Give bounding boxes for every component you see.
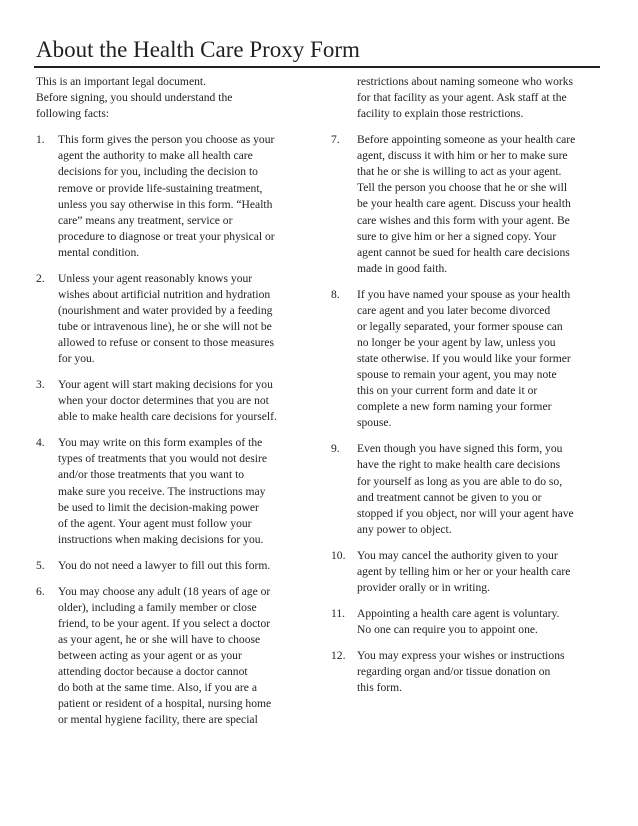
- item-line: do both at the same time. Also, if you are a: [58, 681, 257, 695]
- item-line: restrictions about naming someone who works: [357, 75, 574, 88]
- item-line: for yourself as long as you are able to do so,: [357, 474, 563, 488]
- item-number: 12.: [331, 648, 346, 662]
- item-line: complete a new form naming your former: [357, 400, 552, 414]
- item-line: No one can require you to appoint one.: [357, 622, 538, 636]
- item-line: agent, discuss it with him or her to make sure: [357, 149, 568, 163]
- item-line: sure to give him or her a signed copy. Your: [357, 229, 557, 243]
- item-line: make sure you receive. The instructions may: [58, 484, 266, 498]
- item-line: agent cannot be sued for health care decisions: [357, 245, 570, 259]
- item-line: mental condition.: [58, 245, 140, 259]
- item-line: Unless your agent reasonably knows your: [58, 271, 253, 285]
- list-item-4: [36, 435, 310, 548]
- item-line: If you have named your spouse as your health: [357, 287, 571, 301]
- item-line: friend, to be your agent. If you select a doctor: [58, 616, 271, 630]
- item-line: unless you say otherwise in this form. “Health: [58, 197, 273, 211]
- item-number: 2.: [36, 271, 45, 285]
- page-title: About the Health Care Proxy Form: [36, 37, 360, 62]
- list-item-12: [331, 648, 601, 696]
- item-line: or mental hygiene facility, there are special: [58, 713, 258, 727]
- item-line: state otherwise. If you would like your former: [357, 352, 571, 366]
- item-line: remove or provide life-sustaining treatment,: [58, 181, 263, 195]
- item-number: 7.: [331, 133, 340, 147]
- item-line: wishes about artificial nutrition and hydration: [58, 287, 271, 301]
- item-line: able to make health care decisions for yourself.: [58, 410, 277, 424]
- item-line: Your agent will start making decisions for you: [58, 378, 273, 392]
- item-line: You may express your wishes or instructions: [357, 648, 565, 662]
- intro-line: This is an important legal document.: [36, 75, 207, 88]
- item-line: when your doctor determines that you are not: [58, 394, 269, 408]
- item-line: as your agent, he or she will have to choose: [58, 632, 261, 646]
- item-line: patient or resident of a hospital, nursing home: [58, 697, 272, 711]
- item-line: that he or she is willing to act as your agent.: [357, 165, 562, 179]
- item-line: types of treatments that you would not desire: [58, 452, 267, 466]
- list-item-2: [36, 271, 310, 368]
- item-line: be your health care agent. Discuss your health: [357, 197, 571, 211]
- intro-line: Before signing, you should understand the: [36, 91, 233, 105]
- item-line: and/or those treatments that you want to: [58, 468, 245, 482]
- list-item-6: [36, 584, 310, 729]
- item-line: Appointing a health care agent is voluntary.: [357, 606, 560, 620]
- list-item-9: [331, 441, 601, 538]
- item-line: no longer be your agent by law, unless you: [357, 336, 556, 349]
- item-line: or legally separated, your former spouse can: [357, 319, 563, 333]
- item-number: 11.: [331, 606, 346, 620]
- item-line: You may choose any adult (18 years of age or: [58, 584, 271, 598]
- item-line: this form.: [357, 680, 403, 694]
- intro-line: following facts:: [36, 107, 110, 121]
- list-item-6-continued: [331, 74, 601, 122]
- item-number: 5.: [36, 558, 45, 572]
- item-line: care wishes and this form with your agent. Be: [357, 213, 570, 227]
- item-line: for you.: [58, 352, 95, 366]
- item-line: and treatment cannot be given to you or: [357, 490, 542, 504]
- item-line: Even though you have signed this form, you: [357, 442, 563, 456]
- item-line: procedure to diagnose or treat your physical or: [58, 229, 275, 243]
- item-line: decisions for you, including the decision to: [58, 165, 258, 179]
- item-line: between acting as your agent or as your: [58, 648, 242, 662]
- item-line: for that facility as your agent. Ask staff at the: [357, 91, 567, 105]
- item-line: Tell the person you choose that he or she will: [357, 181, 568, 195]
- item-line: This form gives the person you choose as your: [58, 133, 275, 147]
- item-line: of the agent. Your agent must follow your: [58, 516, 252, 530]
- item-number: 1.: [36, 133, 45, 147]
- left-column: [36, 74, 310, 738]
- right-column: [331, 74, 601, 706]
- item-line: be used to limit the decision-making power: [58, 500, 259, 514]
- item-line: You may cancel the authority given to your: [357, 548, 558, 562]
- item-line: Before appointing someone as your health care: [357, 133, 576, 147]
- item-number: 8.: [331, 287, 340, 301]
- item-number: 10.: [331, 548, 346, 562]
- item-line: (nourishment and water provided by a feeding: [58, 304, 273, 318]
- list-item-1: [36, 132, 310, 261]
- list-item-7: [331, 132, 601, 277]
- item-line: any power to object.: [357, 522, 452, 536]
- list-item-10: [331, 548, 601, 596]
- item-line: stopped if you object, nor will your agent have: [357, 506, 574, 520]
- item-line: agent the authority to make all health care: [58, 149, 253, 163]
- item-line: attending doctor because a doctor cannot: [58, 665, 248, 679]
- item-line: made in good faith.: [357, 261, 448, 275]
- item-line: agent by telling him or her or your health care: [357, 564, 571, 578]
- item-line: facility to explain those restrictions.: [357, 107, 524, 121]
- item-line: have the right to make health care decisions: [357, 458, 561, 472]
- item-line: this on your current form and date it or: [357, 384, 538, 398]
- item-number: 9.: [331, 442, 340, 456]
- item-line: instructions when making decisions for you.: [58, 532, 264, 546]
- item-line: care” means any treatment, service or: [58, 213, 233, 227]
- list-item-8: [331, 287, 601, 432]
- list-item-3: [36, 377, 310, 425]
- item-line: allowed to refuse or consent to those measures: [58, 336, 275, 350]
- intro-paragraph: [36, 74, 310, 122]
- item-line: spouse to remain your agent, you may note: [357, 368, 557, 382]
- item-line: older), including a family member or close: [58, 600, 257, 614]
- item-line: tube or intravenous line), he or she will not be: [58, 320, 272, 334]
- title-underline: [34, 66, 600, 68]
- item-line: regarding organ and/or tissue donation on: [357, 664, 551, 678]
- item-line: care agent and you later become divorced: [357, 303, 551, 317]
- item-number: 6.: [36, 584, 45, 598]
- item-line: provider orally or in writing.: [357, 580, 490, 594]
- item-line: spouse.: [357, 416, 392, 430]
- item-line: You do not need a lawyer to fill out this form.: [58, 558, 271, 572]
- list-item-5: [36, 558, 310, 574]
- item-number: 3.: [36, 378, 45, 392]
- list-item-11: [331, 606, 601, 638]
- item-line: You may write on this form examples of the: [58, 436, 263, 450]
- item-number: 4.: [36, 436, 45, 450]
